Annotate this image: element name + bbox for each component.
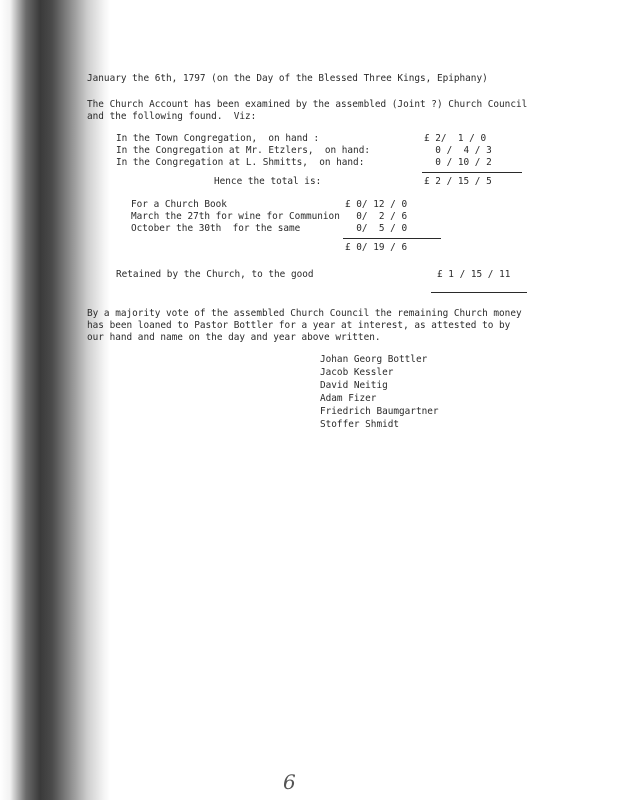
signatory-name: Jacob Kessler — [320, 367, 394, 378]
intro-line-1: The Church Account has been examined by the assembled (Joint ?) Church Council — [87, 99, 528, 110]
closing-line-1: By a majority vote of the assembled Church Council the remaining Church money — [87, 308, 522, 319]
intro-line-2: and the following found. Viz: — [87, 111, 257, 122]
expense-row-label: March the 27th for wine for Communion — [131, 211, 340, 222]
signatory-name: David Neitig — [320, 380, 388, 391]
account-row-amount: £ 2/ 1 / 0 — [424, 133, 487, 144]
account-row-label: In the Congregation at L. Shmitts, on hand: — [116, 157, 365, 168]
expense-total-rule — [343, 238, 441, 239]
account-row-amount: 0 / 10 / 2 — [424, 157, 492, 168]
date-heading: January the 6th, 1797 (on the Day of the Blessed Three Kings, Epiphany) — [87, 73, 488, 84]
account-row-label: In the Congregation at Mr. Etzlers, on hand: — [116, 145, 370, 156]
expense-row-amount: 0/ 2 / 6 — [345, 211, 408, 222]
account-row-label: In the Town Congregation, on hand : — [116, 133, 320, 144]
signatory-name: Adam Fizer — [320, 393, 377, 404]
expense-row-amount: £ 0/ 12 / 0 — [345, 199, 408, 210]
handwritten-page-number: 6 — [283, 770, 296, 794]
signatory-name: Johan Georg Bottler — [320, 354, 428, 365]
retained-amount: £ 1 / 15 / 11 — [437, 269, 511, 280]
signatory-name: Stoffer Shmidt — [320, 419, 400, 430]
total-rule — [422, 172, 522, 173]
closing-line-2: has been loaned to Pastor Bottler for a year at interest, as attested to by — [87, 320, 511, 331]
expense-row-label: For a Church Book — [131, 199, 227, 210]
expense-row-amount: 0/ 5 / 0 — [345, 223, 408, 234]
expense-total: £ 0/ 19 / 6 — [345, 242, 408, 253]
signatory-name: Friedrich Baumgartner — [320, 406, 439, 417]
account-row-amount: 0 / 4 / 3 — [424, 145, 492, 156]
total-label: Hence the total is: — [214, 176, 322, 187]
closing-line-3: our hand and name on the day and year above written. — [87, 332, 381, 343]
retained-label: Retained by the Church, to the good — [116, 269, 314, 280]
retained-rule — [431, 292, 527, 293]
expense-row-label: October the 30th for the same — [131, 223, 301, 234]
total-amount: £ 2 / 15 / 5 — [424, 176, 492, 187]
